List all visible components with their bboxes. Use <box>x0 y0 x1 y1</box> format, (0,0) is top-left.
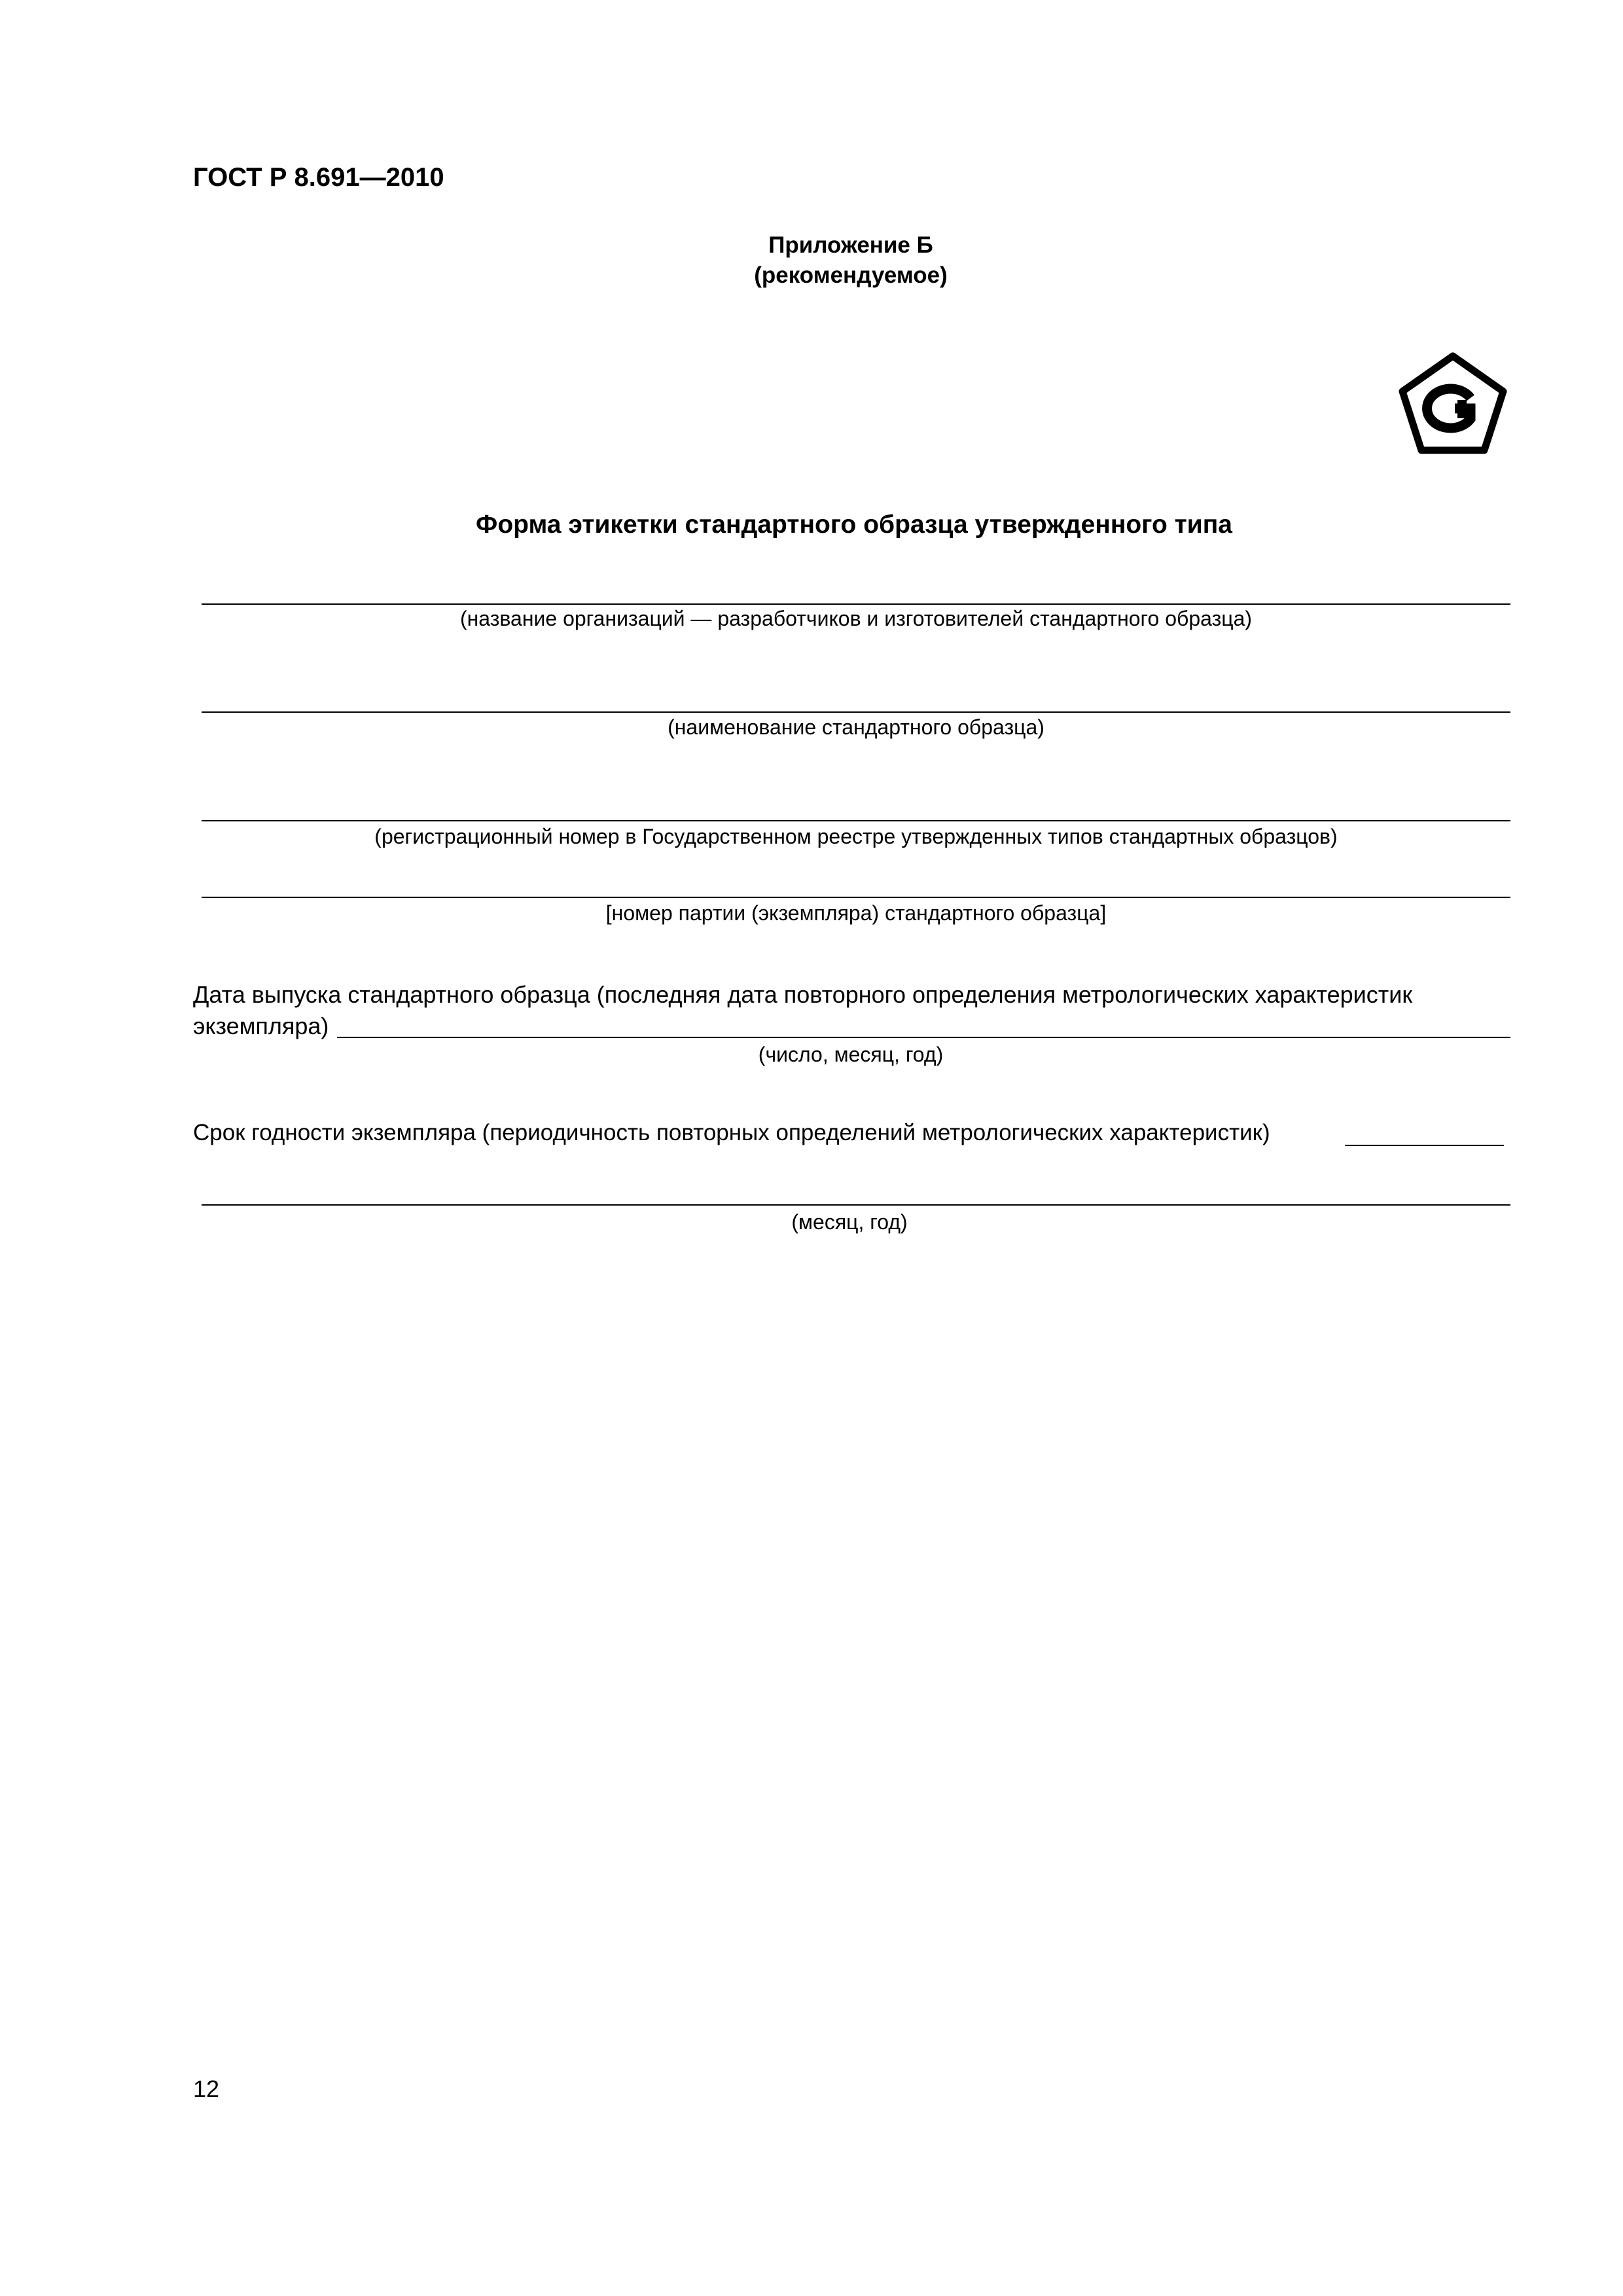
registry-number-field-caption: (регистрационный номер в Государственном реестре утвержденных типов стандартных образцов) <box>374 825 1338 848</box>
batch-number-field-caption: [номер партии (экземпляра) стандартного образца] <box>605 901 1107 925</box>
shelf-life-label: Срок годности экземпляра (периодичность повторных определений метрологических характеристик) <box>193 1120 1270 1145</box>
issue-date-label-line2: экземпляра) <box>193 1013 329 1039</box>
issue-date-label-line1: Дата выпуска стандартного образца (последняя дата повторного определения метрологических характеристик <box>193 981 1413 1008</box>
registry-number-field-line[interactable] <box>202 820 1510 821</box>
form-title: Форма этикетки стандартного образца утвержденного типа <box>476 511 1232 539</box>
page-number: 12 <box>193 2075 220 2102</box>
gost-mark-svg <box>1397 352 1508 457</box>
shelf-life-field-line[interactable] <box>202 1204 1510 1206</box>
appendix-note: (рекомендуемое) <box>754 262 948 288</box>
gost-conformity-mark-icon <box>1397 352 1508 457</box>
shelf-life-inline-line[interactable] <box>1345 1145 1504 1146</box>
sample-name-field-caption: (наименование стандартного образца) <box>668 715 1044 739</box>
batch-number-field-line[interactable] <box>202 897 1510 898</box>
issue-date-field-line[interactable] <box>337 1037 1510 1038</box>
document-code: ГОСТ Р 8.691—2010 <box>193 163 444 192</box>
issue-date-caption: (число, месяц, год) <box>758 1043 944 1066</box>
shelf-life-caption: (месяц, год) <box>791 1210 908 1234</box>
organizations-field-caption: (название организаций — разработчиков и изготовителей стандартного образца) <box>459 607 1253 630</box>
appendix-title: Приложение Б <box>768 232 933 258</box>
sample-name-field-line[interactable] <box>202 711 1510 713</box>
